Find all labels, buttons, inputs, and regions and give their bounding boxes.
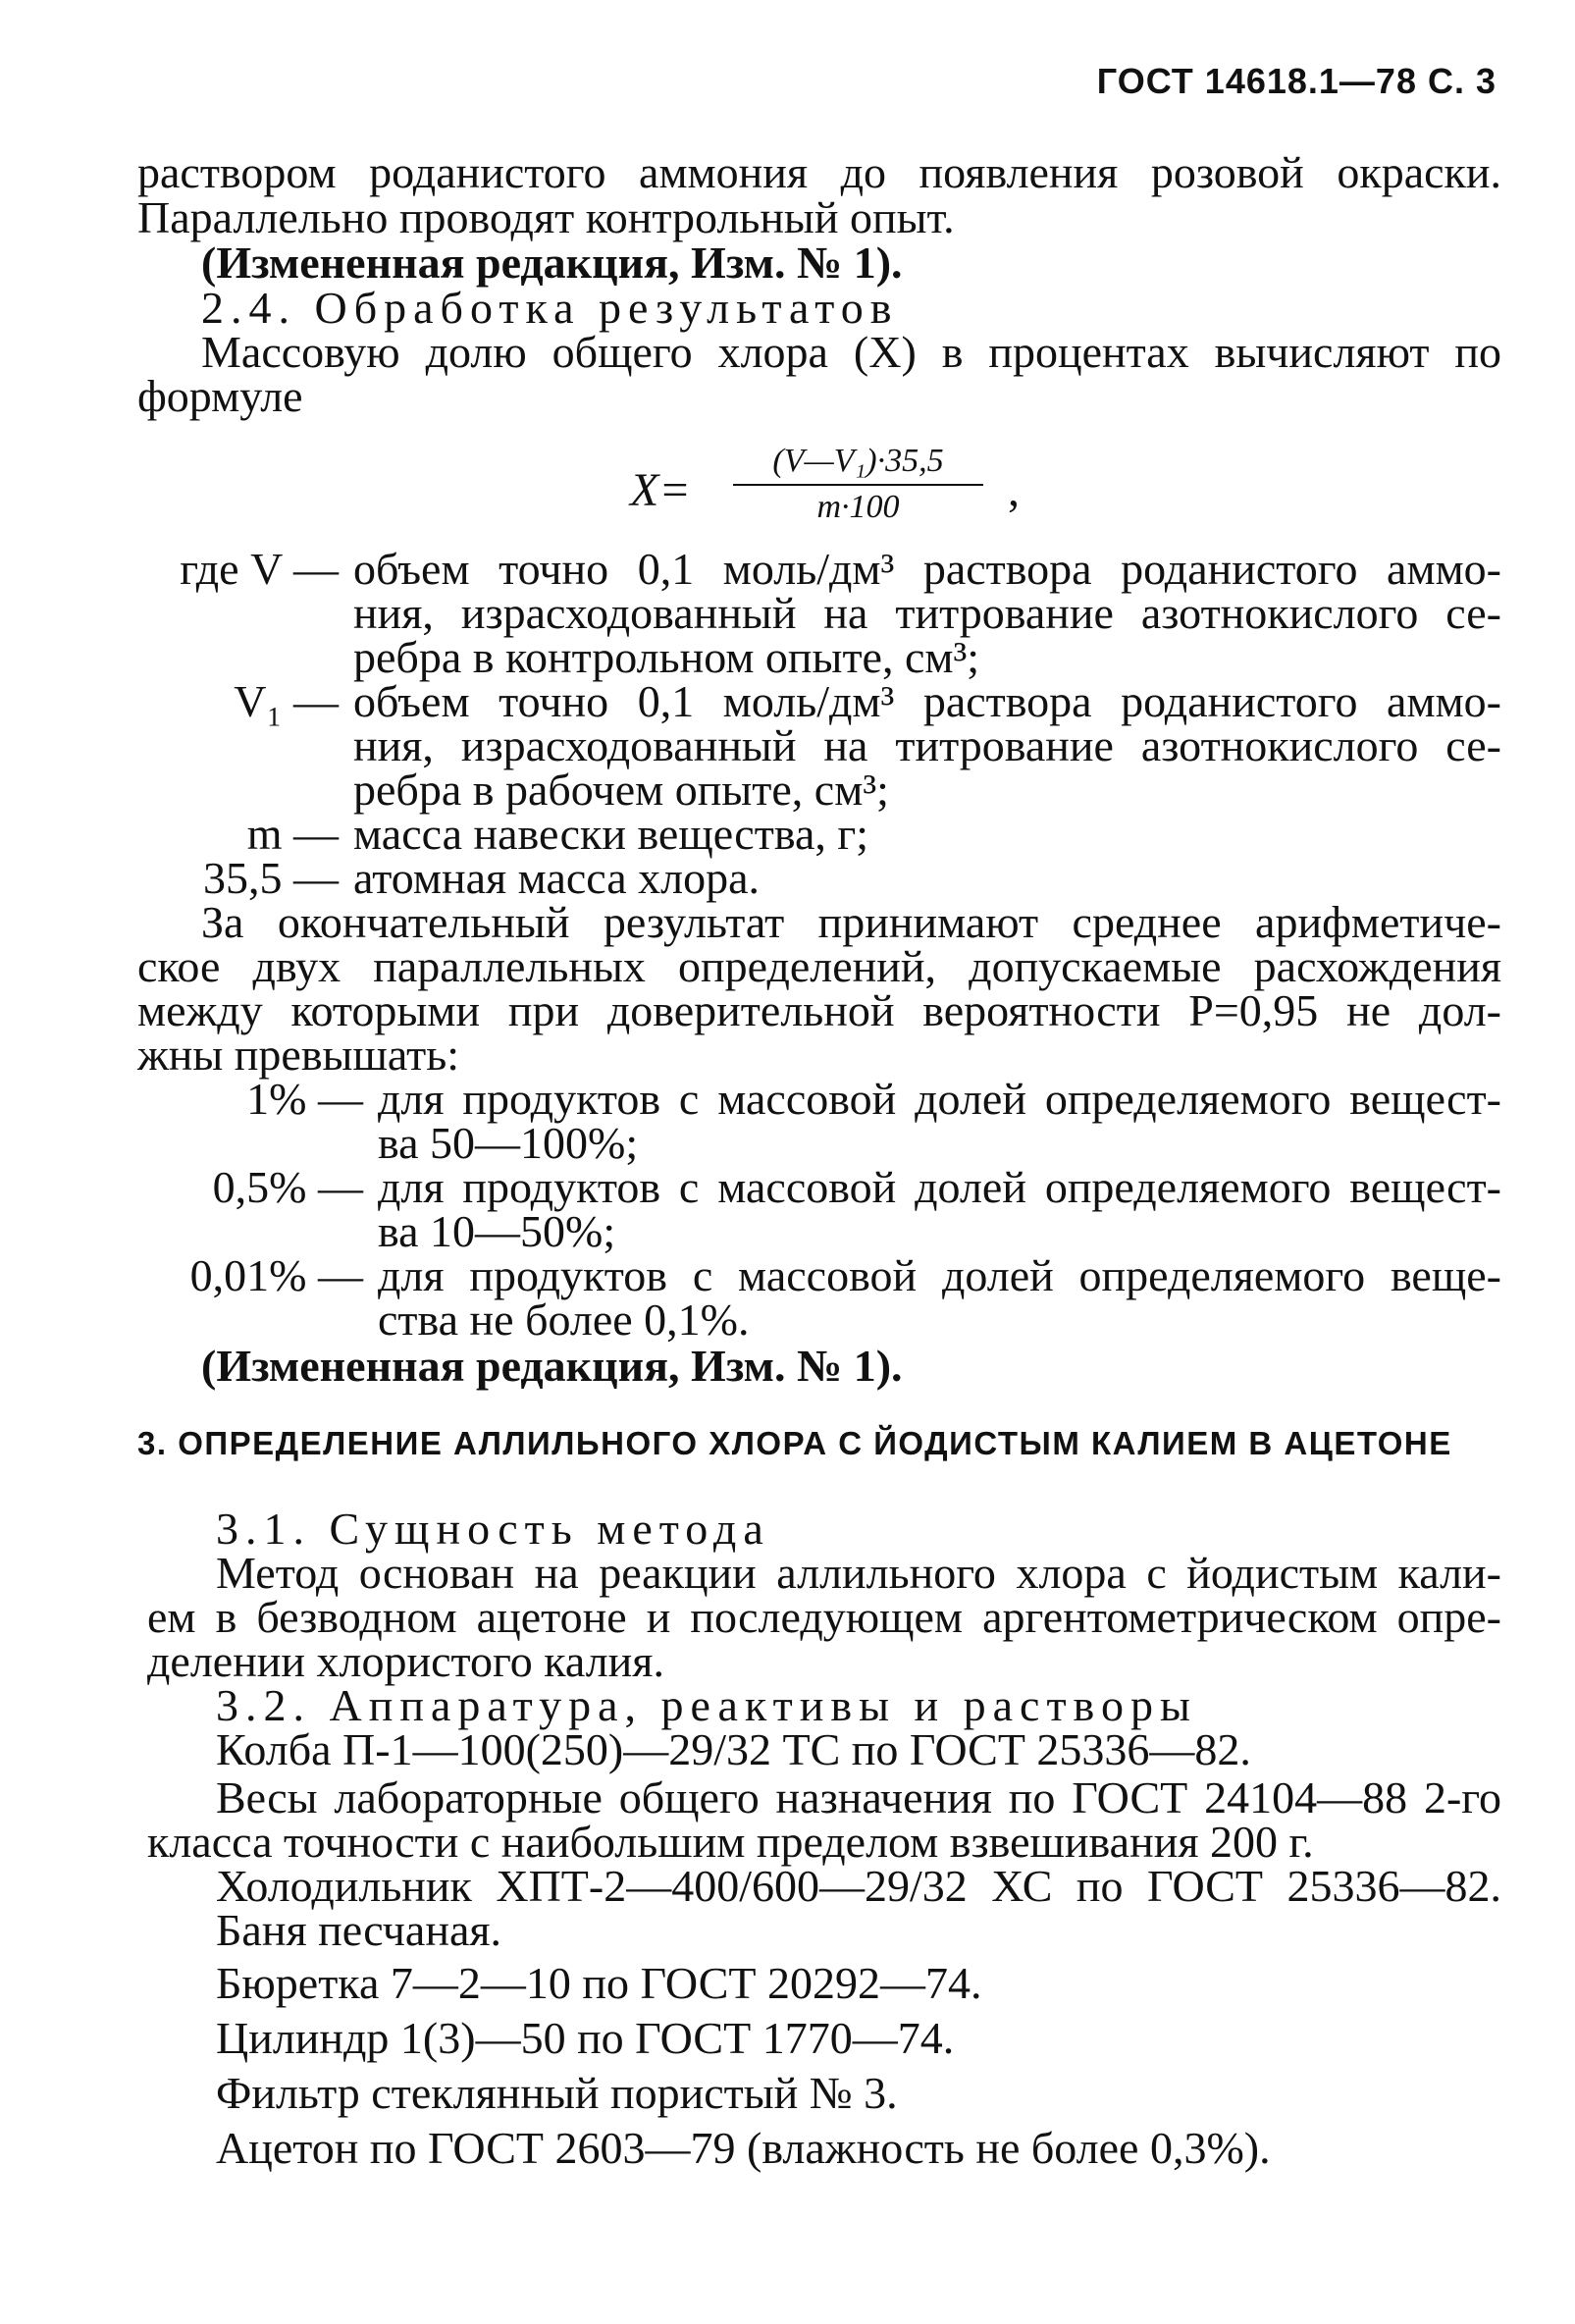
- definition-symbol: 35,5 —: [203, 853, 339, 903]
- equipment-item: Фильтр стеклянный пористый № 3.: [216, 2068, 898, 2118]
- formula-denominator: m·100: [816, 489, 900, 525]
- text-line: За окончательный результат принимают среднее арифметиче-: [201, 897, 1501, 947]
- section-title: 2.4. Обработка результатов: [201, 283, 899, 333]
- definition-line: объем точно 0,1 моль/дм³ раствора роданистого аммо-: [353, 676, 1501, 726]
- equipment-item: Бюретка 7—2—10 по ГОСТ 20292—74.: [216, 1958, 982, 2008]
- formula-lhs: X=: [630, 464, 691, 516]
- definition-symbol: где V —: [180, 544, 339, 594]
- text-line: раствором роданистого аммония до появления розовой окраски.: [137, 147, 1501, 197]
- text-line: жны превышать:: [137, 1030, 459, 1080]
- tolerance-line: ва 10—50%;: [378, 1206, 616, 1256]
- formula-comma: ,: [1008, 464, 1020, 516]
- text-line: Массовую долю общего хлора (X) в процентах вычисляют по: [201, 327, 1501, 377]
- text-line: между которыми при доверительной вероятности P=0,95 не дол-: [137, 985, 1501, 1035]
- section-title: 3.2. Аппаратура, реактивы и растворы: [216, 1680, 1197, 1730]
- tolerance-line: ва 50—100%;: [378, 1118, 639, 1168]
- tolerance-value: 1% —: [246, 1074, 363, 1124]
- text-line: ем в безводном ацетоне и последующем аргентометрическом опре-: [147, 1592, 1501, 1642]
- tolerance-line: для продуктов с массовой долей определяемого веще-: [378, 1250, 1501, 1300]
- section-title: 3.1. Сущность метода: [216, 1504, 770, 1554]
- text-line: Метод основан на реакции аллильного хлора с йодистым кали-: [216, 1548, 1501, 1598]
- equipment-item: Колба П-1—100(250)—29/32 ТС по ГОСТ 25336—82.: [216, 1724, 1251, 1774]
- definition-line: объем точно 0,1 моль/дм³ раствора роданистого аммо-: [353, 544, 1501, 594]
- formula-numerator: (V—V₁)·35,5: [772, 443, 944, 479]
- definition-line: ния, израсходованный на титрование азотнокислого се-: [353, 588, 1501, 638]
- tolerance-value: 0,01% —: [189, 1250, 363, 1300]
- tolerance-line: ства не более 0,1%.: [378, 1294, 750, 1345]
- tolerance-line: для продуктов с массовой долей определяемого вещест-: [378, 1074, 1501, 1124]
- definition-line: масса навески вещества, г;: [353, 809, 869, 859]
- definition-line: ния, израсходованный на титрование азотнокислого се-: [353, 720, 1501, 770]
- text-line: формуле: [137, 371, 303, 421]
- definition-symbol: V₁ —: [234, 676, 339, 726]
- section-heading: 3. ОПРЕДЕЛЕНИЕ АЛЛИЛЬНОГО ХЛОРА С ЙОДИСТЫМ КАЛИЕМ В АЦЕТОНЕ: [137, 1425, 1452, 1461]
- page-header: ГОСТ 14618.1—78 С. 3: [1096, 61, 1496, 101]
- definition-line: атомная масса хлора.: [353, 853, 761, 903]
- tolerance-line: для продуктов с массовой долей определяемого вещест-: [378, 1162, 1501, 1212]
- definition-line: ребра в контрольном опыте, см³;: [353, 632, 980, 682]
- amendment-note: (Измененная редакция, Изм. № 1).: [201, 238, 903, 288]
- equipment-item: Цилиндр 1(3)—50 по ГОСТ 1770—74.: [216, 2013, 955, 2063]
- equipment-item: Баня песчаная.: [216, 1905, 502, 1955]
- amendment-note: (Измененная редакция, Изм. № 1).: [201, 1341, 903, 1391]
- definition-line: ребра в рабочем опыте, см³;: [353, 765, 889, 815]
- equipment-item: Весы лабораторные общего назначения по ГОСТ 24104—88 2-го: [216, 1772, 1501, 1822]
- equipment-item: Ацетон по ГОСТ 2603—79 (влажность не более 0,3%).: [216, 2123, 1271, 2173]
- text-line: делении хлористого калия.: [147, 1636, 664, 1686]
- equipment-item: класса точности с наибольшим пределом взвешивания 200 г.: [147, 1817, 1314, 1867]
- text-line: ское двух параллельных определений, допускаемые расхождения: [137, 941, 1501, 991]
- equipment-item: Холодильник ХПТ-2—400/600—29/32 ХС по ГОСТ 25336—82.: [216, 1861, 1501, 1911]
- text-line: Параллельно проводят контрольный опыт.: [137, 192, 955, 242]
- definition-symbol: m —: [246, 809, 339, 859]
- tolerance-value: 0,5% —: [212, 1162, 363, 1212]
- fraction-bar: [733, 484, 983, 486]
- formula-fraction: [733, 442, 983, 527]
